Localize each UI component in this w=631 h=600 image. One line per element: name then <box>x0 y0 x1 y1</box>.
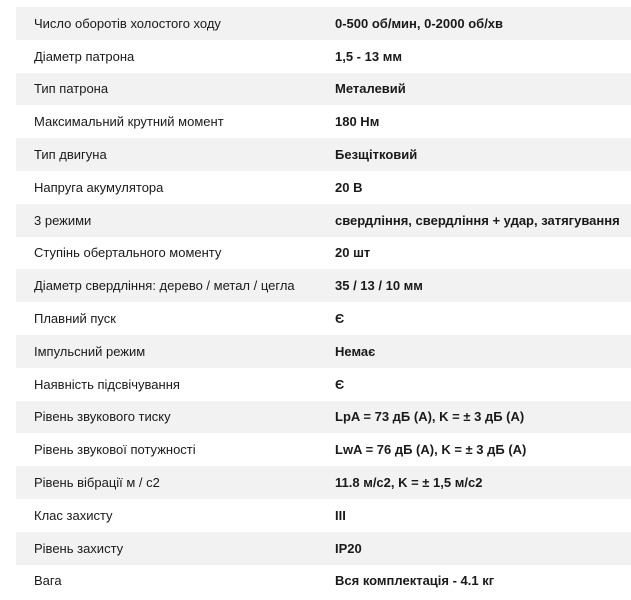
spec-label: Рівень звукового тиску <box>34 409 171 425</box>
spec-row <box>16 335 631 368</box>
spec-value: Є <box>335 376 345 392</box>
spec-value: 20 В <box>335 179 363 195</box>
spec-value: III <box>335 507 346 523</box>
spec-row <box>16 433 631 466</box>
spec-value: 0-500 об/мин, 0-2000 об/хв <box>335 15 504 31</box>
spec-row <box>16 401 631 434</box>
spec-value: 180 Нм <box>335 114 380 130</box>
spec-row <box>16 40 631 73</box>
spec-row <box>16 7 631 40</box>
spec-row <box>16 368 631 401</box>
spec-row <box>16 532 631 565</box>
spec-label: Рівень вібрації м / с2 <box>34 475 160 491</box>
spec-value: 35 / 13 / 10 мм <box>335 278 423 294</box>
spec-label: Тип патрона <box>34 81 109 97</box>
spec-label: Рівень звукової потужності <box>34 442 196 458</box>
spec-value: LwA = 76 дБ (A), K = ± 3 дБ (A) <box>335 442 527 458</box>
spec-row <box>16 466 631 499</box>
spec-label: Діаметр свердління: дерево / метал / цегла <box>34 278 295 294</box>
spec-label: Наявність підсвічування <box>34 376 180 392</box>
spec-row <box>16 73 631 106</box>
spec-row <box>16 237 631 270</box>
spec-label: Напруга акумулятора <box>34 179 164 195</box>
spec-value: свердління, свердління + удар, затягування <box>335 212 620 228</box>
spec-value: Є <box>335 311 345 327</box>
spec-label: Клас захисту <box>34 507 113 523</box>
spec-label: Діаметр патрона <box>34 48 135 64</box>
spec-label: Число оборотів холостого ходу <box>34 15 221 31</box>
spec-value: Металевий <box>335 81 406 97</box>
spec-row <box>16 204 631 237</box>
spec-row <box>16 565 631 598</box>
spec-label: Імпульсний режим <box>34 343 146 359</box>
spec-row <box>16 499 631 532</box>
spec-row <box>16 105 631 138</box>
spec-label: Ступінь обертального моменту <box>34 245 222 261</box>
spec-row <box>16 138 631 171</box>
spec-value: Вся комплектація - 4.1 кг <box>335 573 495 589</box>
spec-value: LpA = 73 дБ (A), K = ± 3 дБ (A) <box>335 409 525 425</box>
spec-value: IP20 <box>335 540 362 556</box>
spec-row <box>16 302 631 335</box>
spec-table <box>16 7 631 597</box>
spec-value: 11.8 м/с2, K = ± 1,5 м/с2 <box>335 475 483 491</box>
spec-label: 3 режими <box>34 212 92 228</box>
spec-value: 1,5 - 13 мм <box>335 48 402 64</box>
spec-label: Тип двигуна <box>34 147 107 163</box>
spec-label: Вага <box>34 573 62 589</box>
spec-label: Плавний пуск <box>34 311 116 327</box>
spec-row <box>16 269 631 302</box>
spec-value: Безщітковий <box>335 147 418 163</box>
spec-label: Максимальний крутний момент <box>34 114 224 130</box>
spec-value: 20 шт <box>335 245 371 261</box>
spec-label: Рівень захисту <box>34 540 124 556</box>
spec-value: Немає <box>335 343 376 359</box>
spec-row <box>16 171 631 204</box>
